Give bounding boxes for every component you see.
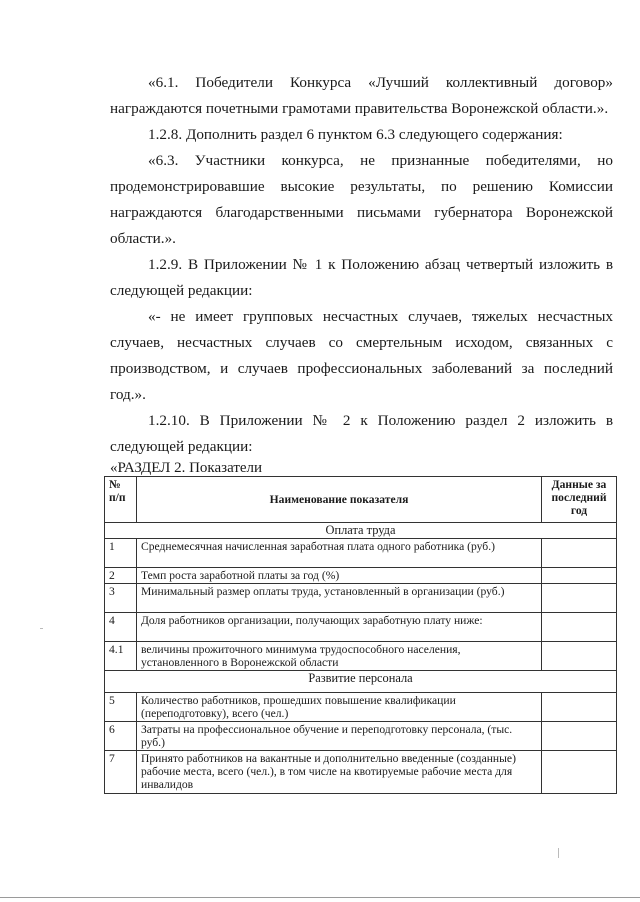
row-value bbox=[542, 722, 617, 751]
scan-speck bbox=[40, 628, 43, 629]
indicators-table bbox=[104, 476, 617, 794]
table-row bbox=[105, 539, 617, 568]
row-num: 2 bbox=[105, 568, 137, 584]
scan-speck bbox=[558, 848, 559, 858]
row-num: 6 bbox=[105, 722, 137, 751]
table-row bbox=[105, 568, 617, 584]
row-value bbox=[542, 568, 617, 584]
table-header-row bbox=[105, 477, 617, 523]
row-num: 5 bbox=[105, 693, 137, 722]
row-value bbox=[542, 693, 617, 722]
row-name: Темп роста заработной платы за год (%) bbox=[137, 568, 542, 584]
row-value bbox=[542, 539, 617, 568]
page-bottom-edge bbox=[0, 897, 640, 898]
section-heading: «РАЗДЕЛ 2. Показатели bbox=[110, 460, 263, 476]
table-row bbox=[105, 693, 617, 722]
paragraph-6-3: «6.3. Участники конкурса, не признанные победителями, но продемонстрировавшие высокие результаты, по решению Комиссии награждаются благодарственными письмами губернатора Воронежской области.». bbox=[110, 152, 613, 247]
row-value bbox=[542, 613, 617, 642]
header-data: Данные за последний год bbox=[542, 477, 617, 523]
table-row bbox=[105, 722, 617, 751]
paragraph-6-1: «6.1. Победители Конкурса «Лучший коллективный договор» награждаются почетными грамотами правительства Воронежской области.». bbox=[110, 74, 613, 117]
row-num: 4 bbox=[105, 613, 137, 642]
section-row bbox=[105, 671, 617, 693]
row-value bbox=[542, 751, 617, 794]
header-num: № п/п bbox=[105, 477, 137, 523]
row-value bbox=[542, 642, 617, 671]
row-name: Количество работников, прошедших повышение квалификации (переподготовку), всего (чел.) bbox=[137, 693, 542, 722]
table-row bbox=[105, 584, 617, 613]
paragraph-1-2-8: 1.2.8. Дополнить раздел 6 пунктом 6.3 следующего содержания: bbox=[148, 126, 563, 143]
row-num: 4.1 bbox=[105, 642, 137, 671]
row-name: Принято работников на вакантные и дополнительно введенные (созданные) рабочие места, всего (чел.), в том числе на квотируемые рабочие места для инвалидов bbox=[137, 751, 542, 794]
row-num: 3 bbox=[105, 584, 137, 613]
row-name: Затраты на профессиональное обучение и переподготовку персонала, (тыс. руб.) bbox=[137, 722, 542, 751]
row-value bbox=[542, 584, 617, 613]
row-name: Минимальный размер оплаты труда, установленный в организации (руб.) bbox=[137, 584, 542, 613]
section-title: Оплата труда bbox=[105, 523, 617, 539]
row-num: 7 bbox=[105, 751, 137, 794]
row-name: величины прожиточного минимума трудоспособного населения, установленного в Воронежской области bbox=[137, 642, 542, 671]
row-name: Среднемесячная начисленная заработная плата одного работника (руб.) bbox=[137, 539, 542, 568]
table-row bbox=[105, 613, 617, 642]
row-num: 1 bbox=[105, 539, 137, 568]
paragraph-1-2-10: 1.2.10. В Приложении № 2 к Положению раздел 2 изложить в следующей редакции: bbox=[110, 412, 613, 455]
row-name: Доля работников организации, получающих заработную плату ниже: bbox=[137, 613, 542, 642]
section-title: Развитие персонала bbox=[105, 671, 617, 693]
table-row bbox=[105, 751, 617, 794]
header-name: Наименование показателя bbox=[137, 477, 542, 523]
paragraph-1-2-9: 1.2.9. В Приложении № 1 к Положению абзац четвертый изложить в следующей редакции: bbox=[110, 256, 613, 299]
section-row bbox=[105, 523, 617, 539]
table-row bbox=[105, 642, 617, 671]
paragraph-quote: «- не имеет групповых несчастных случаев, тяжелых несчастных случаев, несчастных случаев со смертельным исходом, связанных с производством, и случаев профессиональных заболеваний за последний год.». bbox=[110, 308, 613, 403]
